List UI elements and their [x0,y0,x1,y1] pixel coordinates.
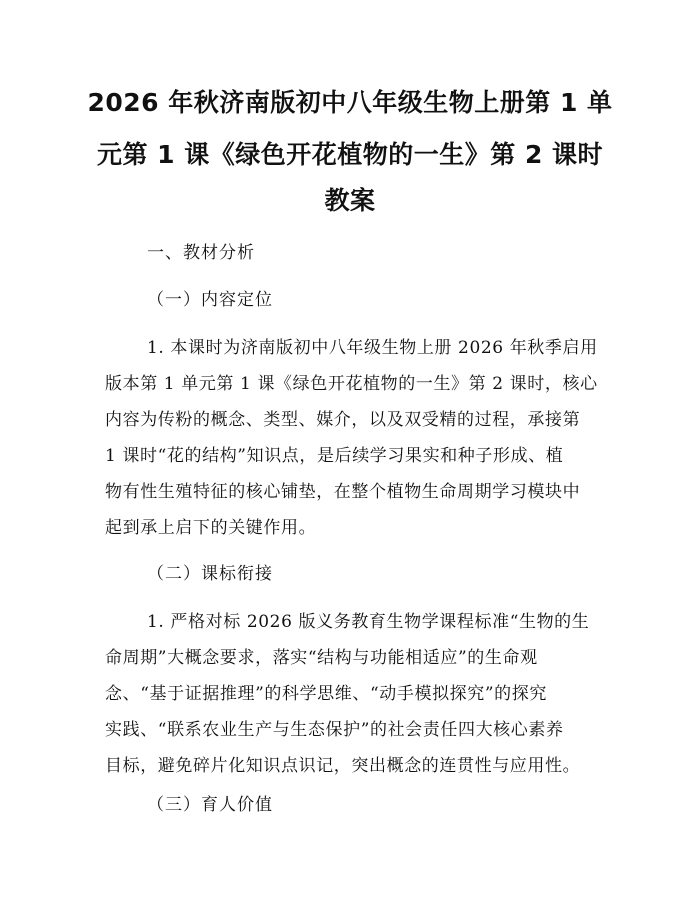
paragraph-2-line-5: 目标，避免碎片化知识点识记，突出概念的连贯性与应用性。 [105,756,581,776]
subsection-heading-educational-value: （三）育人价值 [147,795,273,815]
paragraph-1-line-5: 物有性生殖特征的核心铺垫，在整个植物生命周期学习模块中 [105,482,581,502]
paragraph-1-line-1: 1. 本课时为济南版初中八年级生物上册 2026 年秋季启用 [147,338,598,358]
subsection-heading-curriculum-link: （二）课标衔接 [147,564,273,584]
paragraph-1-line-4: 1 课时“花的结构”知识点，是后续学习果实和种子形成、植 [105,446,564,466]
document-title-line-1: 2026 年秋济南版初中八年级生物上册第 1 单 [87,88,613,117]
paragraph-1-line-6: 起到承上启下的关键作用。 [105,518,317,538]
paragraph-1-line-3: 内容为传粉的概念、类型、媒介，以及双受精的过程，承接第 [105,410,581,430]
section-heading-materials-analysis: 一、教材分析 [147,243,255,263]
subsection-heading-content-positioning: （一）内容定位 [147,290,273,310]
paragraph-2-line-2: 命周期”大概念要求，落实“结构与功能相适应”的生命观 [105,648,538,668]
paragraph-1-line-2: 版本第 1 单元第 1 课《绿色开花植物的一生》第 2 课时，核心 [105,374,598,394]
paragraph-2-line-3: 念、“基于证据推理”的科学思维、“动手模拟探究”的探究 [105,684,547,704]
document-title-line-3: 教案 [324,186,376,215]
paragraph-2-line-4: 实践、“联系农业生产与生态保护”的社会责任四大核心素养 [105,720,564,740]
document-title-line-2: 元第 1 课《绿色开花植物的一生》第 2 课时 [96,140,604,169]
paragraph-2-line-1: 1. 严格对标 2026 版义务教育生物学课程标准“生物的生 [147,612,590,632]
